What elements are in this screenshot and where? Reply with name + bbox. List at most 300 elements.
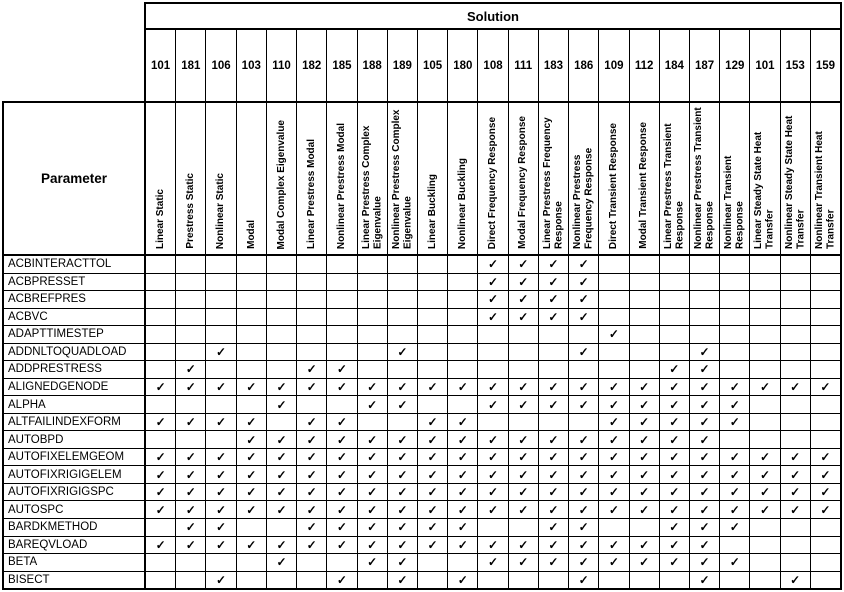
checkmark-icon: ✓ — [478, 396, 508, 413]
checkmark-icon: ✓ — [267, 396, 297, 413]
solution-column-label: Linear Prestress Complex Eigenvalue — [360, 125, 384, 249]
empty-cell — [539, 572, 569, 589]
checkmark-icon: ✓ — [690, 344, 720, 361]
table-row — [4, 344, 840, 362]
empty-cell — [448, 274, 478, 291]
empty-cell — [720, 274, 750, 291]
checkmark-icon: ✓ — [176, 449, 206, 466]
solution-column-header — [630, 103, 660, 254]
empty-cell — [237, 326, 267, 343]
checkmark-icon: ✓ — [358, 449, 388, 466]
empty-cell — [509, 519, 539, 536]
checkmark-icon: ✓ — [206, 466, 236, 483]
checkmark-icon: ✓ — [176, 361, 206, 378]
solution-column-header — [811, 103, 840, 254]
checkmark-icon: ✓ — [569, 501, 599, 518]
checkmark-icon: ✓ — [820, 450, 831, 465]
empty-cell — [358, 572, 388, 589]
empty-cell — [781, 361, 811, 378]
empty-cell — [478, 361, 508, 378]
checkmark-icon: ✓ — [297, 484, 327, 501]
checkmark-icon: ✓ — [206, 572, 236, 589]
checkmark-icon: ✓ — [660, 396, 690, 413]
empty-cell — [569, 361, 599, 378]
checkmark-icon: ✓ — [418, 431, 448, 448]
checkmark-icon: ✓ — [297, 449, 327, 466]
empty-cell — [811, 309, 840, 326]
solution-column-header — [539, 103, 569, 254]
solution-column-label: Direct Transient Response — [608, 122, 620, 249]
checkmark-icon: ✓ — [820, 502, 831, 517]
checkmark-icon: ✓ — [388, 396, 418, 413]
solution-code: 105 — [418, 30, 448, 101]
checkmark-icon: ✓ — [418, 484, 448, 501]
checkmark-icon: ✓ — [630, 537, 660, 554]
checkmark-icon: ✓ — [660, 501, 690, 518]
checkmark-icon: ✓ — [509, 309, 539, 326]
empty-cell — [237, 396, 267, 413]
solution-column-header — [358, 103, 388, 254]
solution-name-row — [146, 103, 840, 254]
empty-cell — [388, 361, 418, 378]
checkmark-icon: ✓ — [630, 466, 660, 483]
solution-column-label: Linear Prestress Frequency Response — [541, 117, 565, 249]
checkmark-icon: ✓ — [660, 537, 690, 554]
checkmark-icon: ✓ — [388, 501, 418, 518]
checkmark-icon: ✓ — [750, 484, 780, 501]
empty-cell — [388, 414, 418, 431]
parameter-name: AUTOBPD — [4, 431, 146, 448]
checkmark-icon: ✓ — [750, 379, 780, 396]
empty-cell — [327, 291, 357, 308]
solution-column-label: Modal Frequency Response — [517, 116, 529, 249]
empty-cell — [630, 326, 660, 343]
table-row — [4, 326, 840, 344]
empty-cell — [630, 256, 660, 273]
checkmark-icon: ✓ — [630, 396, 660, 413]
checkmark-icon: ✓ — [820, 467, 831, 482]
table-row — [4, 396, 840, 414]
empty-cell — [720, 361, 750, 378]
solution-column-label: Linear Prestress Transient Response — [662, 123, 686, 249]
empty-cell — [720, 344, 750, 361]
empty-cell — [630, 519, 660, 536]
empty-cell — [690, 309, 720, 326]
checkmark-icon: ✓ — [176, 501, 206, 518]
empty-cell — [811, 274, 840, 291]
checkmark-icon: ✓ — [690, 396, 720, 413]
solution-code: 159 — [815, 59, 836, 72]
empty-cell — [418, 326, 448, 343]
checkmark-icon: ✓ — [448, 484, 478, 501]
empty-cell — [297, 309, 327, 326]
checkmark-icon: ✓ — [297, 361, 327, 378]
empty-cell — [660, 326, 690, 343]
checkmark-icon: ✓ — [267, 466, 297, 483]
checkmark-icon: ✓ — [176, 519, 206, 536]
checkmark-icon: ✓ — [509, 449, 539, 466]
empty-cell — [720, 431, 750, 448]
empty-cell — [811, 537, 840, 554]
empty-cell — [539, 344, 569, 361]
checkmark-icon: ✓ — [237, 501, 267, 518]
checkmark-icon: ✓ — [599, 554, 629, 571]
empty-cell — [448, 396, 478, 413]
solution-column-header — [297, 103, 327, 254]
empty-cell — [358, 291, 388, 308]
solution-column-header — [176, 103, 206, 254]
checkmark-icon: ✓ — [720, 379, 750, 396]
checkmark-icon: ✓ — [297, 537, 327, 554]
empty-cell — [811, 554, 840, 571]
checkmark-icon: ✓ — [630, 484, 660, 501]
solution-code: 129 — [720, 30, 750, 101]
checkmark-icon: ✓ — [630, 379, 660, 396]
checkmark-icon: ✓ — [267, 484, 297, 501]
empty-cell — [146, 554, 176, 571]
parameter-name: ACBREFPRES — [4, 291, 146, 308]
solution-code: 185 — [327, 30, 357, 101]
table-row — [4, 291, 840, 309]
checkmark-icon: ✓ — [418, 519, 448, 536]
checkmark-icon: ✓ — [509, 537, 539, 554]
empty-cell — [297, 572, 327, 589]
checkmark-icon: ✓ — [539, 554, 569, 571]
checkmark-icon: ✓ — [781, 449, 811, 466]
checkmark-icon: ✓ — [720, 501, 750, 518]
solution-column-header — [146, 103, 176, 254]
checkmark-icon: ✓ — [750, 449, 780, 466]
solution-column-header — [720, 103, 750, 254]
solution-code: 101 — [146, 30, 176, 101]
checkmark-icon: ✓ — [478, 309, 508, 326]
checkmark-icon: ✓ — [418, 501, 448, 518]
checkmark-icon: ✓ — [358, 431, 388, 448]
empty-cell — [206, 396, 236, 413]
empty-cell — [267, 519, 297, 536]
empty-cell — [509, 326, 539, 343]
empty-cell — [720, 309, 750, 326]
empty-cell — [267, 414, 297, 431]
checkmark-icon: ✓ — [630, 554, 660, 571]
empty-cell — [176, 431, 206, 448]
empty-cell — [388, 274, 418, 291]
table-row — [4, 309, 840, 327]
empty-cell — [781, 431, 811, 448]
empty-cell — [267, 572, 297, 589]
checkmark-icon: ✓ — [569, 379, 599, 396]
parameter-name: AUTOFIXRIGIGSPC — [4, 484, 146, 501]
empty-cell — [237, 554, 267, 571]
empty-cell — [327, 554, 357, 571]
checkmark-icon: ✓ — [327, 537, 357, 554]
checkmark-icon: ✓ — [388, 379, 418, 396]
checkmark-icon: ✓ — [539, 537, 569, 554]
empty-cell — [297, 326, 327, 343]
empty-cell — [237, 274, 267, 291]
empty-cell — [811, 361, 840, 378]
checkmark-icon: ✓ — [690, 519, 720, 536]
empty-cell — [358, 414, 388, 431]
empty-cell — [448, 256, 478, 273]
checkmark-icon: ✓ — [388, 519, 418, 536]
empty-cell — [599, 519, 629, 536]
checkmark-icon: ✓ — [237, 466, 267, 483]
empty-cell — [750, 309, 780, 326]
solution-code: 103 — [237, 30, 267, 101]
empty-cell — [781, 414, 811, 431]
checkmark-icon: ✓ — [599, 414, 629, 431]
solution-code: 110 — [267, 30, 297, 101]
checkmark-icon: ✓ — [690, 501, 720, 518]
empty-cell — [599, 361, 629, 378]
checkmark-icon: ✓ — [539, 519, 569, 536]
checkmark-icon: ✓ — [478, 274, 508, 291]
empty-cell — [478, 519, 508, 536]
checkmark-icon: ✓ — [690, 484, 720, 501]
parameter-name: AUTOSPC — [4, 501, 146, 518]
checkmark-icon: ✓ — [599, 449, 629, 466]
checkmark-icon: ✓ — [599, 501, 629, 518]
solution-code: 153 — [781, 30, 811, 101]
checkmark-icon: ✓ — [690, 554, 720, 571]
checkmark-icon: ✓ — [267, 554, 297, 571]
empty-cell — [478, 572, 508, 589]
checkmark-icon: ✓ — [327, 414, 357, 431]
checkmark-icon: ✓ — [267, 379, 297, 396]
parameter-name: ALPHA — [4, 396, 146, 413]
empty-cell — [781, 326, 811, 343]
empty-cell — [388, 309, 418, 326]
solution-column-label: Nonlinear Prestress Transient Response — [693, 107, 716, 249]
table-row — [4, 484, 840, 502]
empty-cell — [327, 256, 357, 273]
empty-cell — [539, 326, 569, 343]
table-row — [4, 537, 840, 555]
checkmark-icon: ✓ — [358, 537, 388, 554]
empty-cell — [297, 554, 327, 571]
checkmark-icon: ✓ — [206, 379, 236, 396]
checkmark-icon: ✓ — [781, 572, 811, 589]
checkmark-icon: ✓ — [388, 554, 418, 571]
solution-column-label: Nonlinear Prestress Modal — [336, 122, 348, 249]
checkmark-icon: ✓ — [146, 501, 176, 518]
empty-cell — [750, 396, 780, 413]
solution-column-header — [660, 103, 690, 254]
empty-cell — [630, 361, 660, 378]
checkmark-icon: ✓ — [237, 431, 267, 448]
solution-code: 181 — [176, 30, 206, 101]
empty-cell — [237, 344, 267, 361]
table-row — [4, 256, 840, 274]
empty-cell — [237, 256, 267, 273]
solution-column-label: Linear Steady State Heat Transfer — [753, 131, 776, 249]
checkmark-icon: ✓ — [660, 449, 690, 466]
checkmark-icon: ✓ — [569, 291, 599, 308]
empty-cell — [267, 256, 297, 273]
checkmark-icon: ✓ — [267, 431, 297, 448]
empty-cell — [781, 537, 811, 554]
checkmark-icon: ✓ — [358, 396, 388, 413]
empty-cell — [206, 361, 236, 378]
checkmark-icon: ✓ — [267, 449, 297, 466]
checkmark-icon: ✓ — [388, 344, 418, 361]
checkmark-icon: ✓ — [478, 537, 508, 554]
table-row — [4, 501, 840, 519]
checkmark-icon: ✓ — [176, 379, 206, 396]
empty-cell — [509, 344, 539, 361]
parameter-name: ACBPRESSET — [4, 274, 146, 291]
checkmark-icon: ✓ — [539, 256, 569, 273]
empty-cell — [599, 274, 629, 291]
empty-cell — [418, 256, 448, 273]
empty-cell — [176, 344, 206, 361]
solution-column-label: Direct Frequency Response — [487, 116, 499, 249]
checkmark-icon: ✓ — [509, 379, 539, 396]
solution-column-header — [478, 103, 508, 254]
table-row — [4, 431, 840, 449]
checkmark-icon: ✓ — [690, 572, 720, 589]
checkmark-icon: ✓ — [327, 431, 357, 448]
checkmark-icon: ✓ — [569, 484, 599, 501]
parameter-name: ALIGNEDGENODE — [4, 379, 146, 396]
empty-cell — [569, 414, 599, 431]
empty-cell — [630, 309, 660, 326]
checkmark-icon: ✓ — [660, 414, 690, 431]
empty-cell — [206, 274, 236, 291]
empty-cell — [146, 519, 176, 536]
checkmark-icon: ✓ — [478, 501, 508, 518]
checkmark-icon: ✓ — [448, 519, 478, 536]
checkmark-icon: ✓ — [478, 554, 508, 571]
empty-cell — [811, 326, 840, 343]
empty-cell — [750, 554, 780, 571]
empty-cell — [418, 291, 448, 308]
solution-code: 186 — [569, 30, 599, 101]
parameter-name: AUTOFIXRIGIGELEM — [4, 466, 146, 483]
empty-cell — [781, 554, 811, 571]
table-row — [4, 449, 840, 467]
checkmark-icon: ✓ — [569, 344, 599, 361]
checkmark-icon: ✓ — [358, 484, 388, 501]
empty-cell — [478, 326, 508, 343]
checkmark-icon: ✓ — [388, 431, 418, 448]
checkmark-icon: ✓ — [146, 466, 176, 483]
empty-cell — [237, 572, 267, 589]
checkmark-icon: ✓ — [781, 379, 811, 396]
empty-cell — [630, 344, 660, 361]
checkmark-icon: ✓ — [478, 431, 508, 448]
solution-title: Solution — [146, 4, 840, 30]
empty-cell — [176, 572, 206, 589]
empty-cell — [660, 256, 690, 273]
empty-cell — [297, 291, 327, 308]
empty-cell — [781, 396, 811, 413]
checkmark-icon: ✓ — [569, 554, 599, 571]
checkmark-icon: ✓ — [146, 414, 176, 431]
parameter-name: ALTFAILINDEXFORM — [4, 414, 146, 431]
checkmark-icon: ✓ — [418, 449, 448, 466]
empty-cell — [750, 291, 780, 308]
empty-cell — [660, 309, 690, 326]
parameter-name: ACBVC — [4, 309, 146, 326]
table-row — [4, 572, 840, 589]
empty-cell — [146, 291, 176, 308]
checkmark-icon: ✓ — [448, 537, 478, 554]
checkmark-icon: ✓ — [448, 501, 478, 518]
checkmark-icon: ✓ — [297, 414, 327, 431]
empty-cell — [599, 572, 629, 589]
empty-cell — [358, 326, 388, 343]
empty-cell — [206, 256, 236, 273]
solution-column-label: Modal — [245, 220, 257, 249]
empty-cell — [750, 361, 780, 378]
empty-cell — [781, 256, 811, 273]
empty-cell — [146, 309, 176, 326]
checkmark-icon: ✓ — [720, 519, 750, 536]
checkmark-icon: ✓ — [630, 414, 660, 431]
checkmark-icon: ✓ — [206, 484, 236, 501]
table-row — [4, 379, 840, 397]
solution-column-label: Nonlinear Transient Response — [723, 155, 746, 249]
empty-cell — [237, 519, 267, 536]
empty-cell — [176, 256, 206, 273]
empty-cell — [267, 326, 297, 343]
empty-cell — [811, 396, 840, 413]
checkmark-icon: ✓ — [478, 466, 508, 483]
solution-column-header — [690, 103, 720, 254]
checkmark-icon: ✓ — [569, 572, 599, 589]
empty-cell — [478, 344, 508, 361]
solution-code: 111 — [509, 30, 539, 101]
solution-code: 184 — [660, 30, 690, 101]
solution-column-label: Nonlinear Prestress Frequency Response — [572, 147, 595, 249]
table-row — [4, 466, 840, 484]
empty-cell — [448, 554, 478, 571]
checkmark-icon: ✓ — [237, 449, 267, 466]
empty-cell — [720, 326, 750, 343]
parameter-name: ADAPTTIMESTEP — [4, 326, 146, 343]
parameter-name: ADDPRESTRESS — [4, 361, 146, 378]
checkmark-icon: ✓ — [146, 484, 176, 501]
checkmark-icon: ✓ — [599, 379, 629, 396]
empty-cell — [176, 274, 206, 291]
checkmark-icon: ✓ — [630, 431, 660, 448]
checkmark-icon: ✓ — [509, 484, 539, 501]
checkmark-icon: ✓ — [690, 379, 720, 396]
empty-cell — [297, 396, 327, 413]
empty-cell — [418, 554, 448, 571]
solution-column-header — [237, 103, 267, 254]
checkmark-icon: ✓ — [509, 274, 539, 291]
checkmark-icon: ✓ — [690, 414, 720, 431]
checkmark-icon: ✓ — [569, 431, 599, 448]
checkmark-icon: ✓ — [297, 501, 327, 518]
empty-cell — [630, 274, 660, 291]
empty-cell — [176, 309, 206, 326]
solution-header-block — [144, 2, 842, 256]
solution-column-header — [388, 103, 418, 254]
solution-column-header — [418, 103, 448, 254]
empty-cell — [599, 309, 629, 326]
solution-code: 183 — [539, 30, 569, 101]
checkmark-icon: ✓ — [690, 466, 720, 483]
empty-cell — [146, 431, 176, 448]
empty-cell — [811, 519, 840, 536]
checkmark-icon: ✓ — [358, 519, 388, 536]
empty-cell — [206, 291, 236, 308]
checkmark-icon: ✓ — [358, 379, 388, 396]
